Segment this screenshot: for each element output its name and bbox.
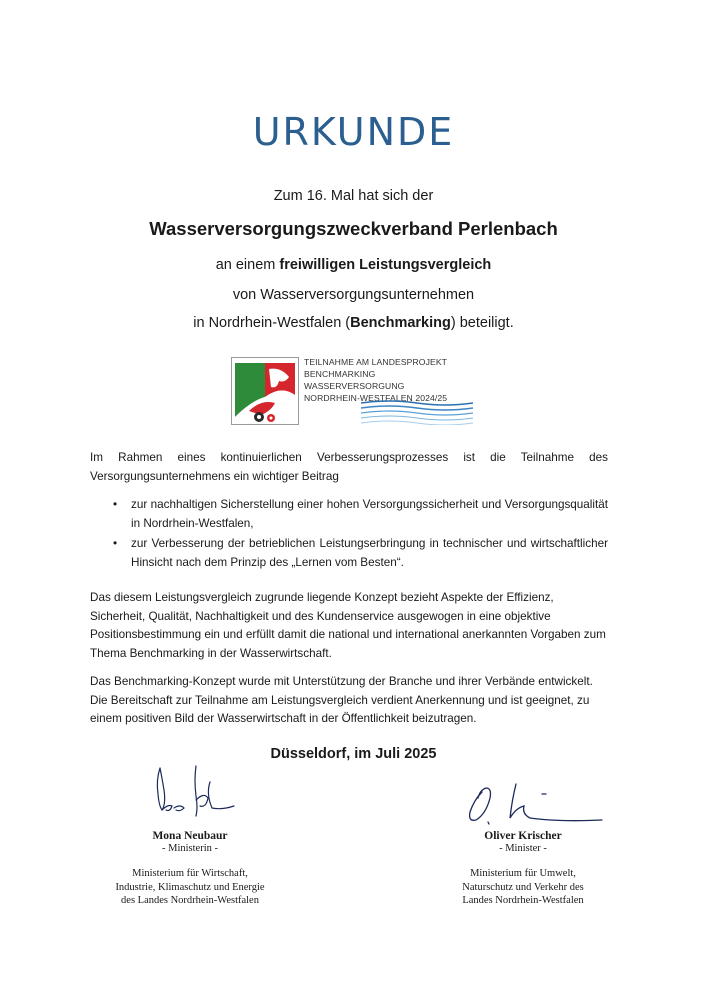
signatory-name: Mona Neubaur <box>152 830 228 842</box>
paragraph-acknowledgement: Das Benchmarking-Konzept wurde mit Unterstützung der Branche und ihrer Verbände entwickelt. Die Bereitschaft zur Teilnahme am Leistungsvergleich verdient Anerkennung und ist geeignet, zu einem positiven Bild der Wasserwirtschaft in der Öffentlichkeit beizutragen. <box>90 675 593 725</box>
certificate-title: URKUNDE <box>252 110 455 154</box>
organization-name: Wasserversorgungszweckverband Perlenbach <box>149 218 558 239</box>
participation-line-2: von Wasserversorgungsunternehmen <box>232 287 475 303</box>
paragraph-intro-line-1: Im Rahmen eines kontinuierlichen Verbesserungsprozesses ist die Teilnahme des <box>90 451 608 464</box>
signature-block-neubaur <box>80 760 300 908</box>
ministry-line: Naturschutz und Verkehr des <box>462 881 584 893</box>
logo-caption-line-2: BENCHMARKING WASSERVERSORGUNG <box>304 369 405 391</box>
list-item <box>90 496 608 533</box>
nrw-coat-of-arms-icon <box>231 357 299 425</box>
paragraph-concept: Das diesem Leistungsvergleich zugrunde liegende Konzept bezieht Aspekte der Effizienz, Sicherheit, Qualität, Nachhaltigkeit und des Kundenservice ausgewogen in eine objektive Positionsbestimmung ein und erfüllt damit die national und international anerkannten Vorgaben zum Thema Benchmarking in der Wasserwirtschaft. <box>90 591 606 660</box>
signatory-name: Oliver Krischer <box>484 830 562 842</box>
signatory-role: - Minister - <box>499 843 547 854</box>
intro-text: Zum 16. Mal hat sich der <box>273 188 434 204</box>
handwritten-signature-krischer <box>438 770 608 830</box>
ministry-name <box>413 867 633 908</box>
participation-line-1 <box>0 257 707 273</box>
ministry-line: Landes Nordrhein-Westfalen <box>462 895 584 906</box>
ministry-line: Ministerium für Umwelt, <box>470 868 576 879</box>
participation-line-1-emphasis: freiwilligen Leistungsvergleich <box>279 257 492 273</box>
ministry-line: des Landes Nordrhein-Westfalen <box>121 895 259 906</box>
list-item-text: zur Verbesserung der betrieblichen Leistungserbringung in technischer und wirtschaftlicher Hinsicht nach dem Prinzip des „Lernen vom Besten“. <box>131 537 608 569</box>
paragraph-intro <box>90 449 608 486</box>
bullet-icon: • <box>113 537 118 550</box>
logo-caption <box>304 356 476 404</box>
project-logo <box>231 353 476 428</box>
place-and-date: Düsseldorf, im Juli 2025 <box>270 746 437 762</box>
participation-line-3 <box>0 315 707 331</box>
ministry-line: Ministerium für Wirtschaft, <box>132 868 248 879</box>
water-waves-icon <box>361 399 473 425</box>
list-item-text: zur nachhaltigen Sicherstellung einer hohen Versorgungssicherheit und Versorgungsqualität in Nordrhein-Westfalen, <box>131 498 608 530</box>
signatory-role: - Ministerin - <box>162 843 218 854</box>
ministry-name <box>80 867 300 908</box>
handwritten-signature-neubaur <box>130 760 250 830</box>
list-item <box>90 535 608 572</box>
ministry-line: Industrie, Klimaschutz und Energie <box>115 881 265 893</box>
benefits-list <box>90 496 608 574</box>
bullet-icon: • <box>113 498 118 511</box>
signature-block-krischer <box>413 770 633 908</box>
participation-line-3-emphasis: Benchmarking <box>350 315 451 331</box>
paragraph-intro-line-2: Versorgungsunternehmens ein wichtiger Beitrag <box>90 469 339 483</box>
logo-caption-line-1: TEILNAHME AM LANDESPROJEKT <box>304 357 447 367</box>
participation-line-3-pre: in Nordrhein-Westfalen ( <box>193 315 351 331</box>
participation-line-3-post: ) beteiligt. <box>450 315 514 331</box>
participation-line-1-text: an einem <box>215 257 280 273</box>
logo-caption-line-3: NORDRHEIN-WESTFALEN 2024/25 <box>304 393 448 403</box>
